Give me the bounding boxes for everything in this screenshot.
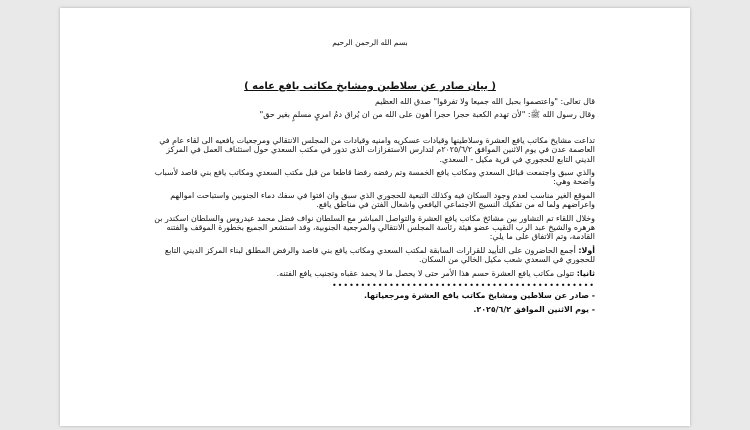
dotted-separator: •••••••••••••••••••••••••••••••••••••••••••••• [331, 281, 595, 291]
point-first-text: أجمع الحاضرون على التأييد للقرارات السابقة لمكتب السعدي ومكاتب يافع بني قاصد والرفض المطلق لبناء المركز الديني التابع للحجوري في السعدي شعب مكيل الخالي من السكان. [164, 245, 595, 265]
paragraph-previous-meeting: والذي سبق واجتمعت قبائل السعدي ومكاتب يافع الخمسة وتم رفضه رفضا قاطعا من قبل مكتب السعدي ومكاتب يافع بني قاصد لأسباب واضحة وهي: [154, 168, 595, 187]
point-second [145, 269, 595, 278]
point-first-label: أولا: [578, 245, 595, 255]
spacer [145, 124, 595, 136]
quran-quote: قال تعالى: "واعتصموا بحبل الله جميعا ولا تفرقوا" صدق الله العظيم [375, 97, 595, 106]
footer-issuer: - صادر عن سلاطين ومشايخ مكاتب يافع العشرة ومرجعياتها. [364, 291, 595, 301]
document-page [60, 8, 690, 426]
document-body [145, 38, 595, 318]
hadith-quote: وقال رسول الله ﷺ: "لأن تهدم الكعبة حجرا حجرا أهون على الله من ان يُراق دمُ امريٍ مسلمٍ بغير حق" [259, 110, 595, 120]
point-first [145, 246, 595, 265]
statement-title: ( بيان صادر عن سلاطين ومشايخ مكاتب يافع عامه ) [244, 81, 496, 92]
paragraph-consultation: وخلال اللقاء تم التشاور بين مشائخ مكاتب يافع العشرة والتواصل المباشر مع السلطان نواف فضل محمد عيدروس والسلطان اسكندر بن هرهره والشيخ عبد الرب النقيب عضو هيئة رئاسة المجلس الانتقالي والمرجعية الجنوبية، وقد استشعر الجميع بخطورة الموقف والفتنه القادمة، وتم الاتفاق على ما يلي: [154, 213, 595, 242]
basmala: بسم الله الرحمن الرحيم [332, 38, 408, 47]
point-second-label: ثانيا: [576, 268, 595, 278]
paragraph-reasons: الموقع الغير مناسب لعدم وجود السكان فيه وكذلك التبعية للحجوري الذي سبق وان افتوا في سفك دماء الجنوبين واستباحت اموالهم واعراضهم ولما له من تفكيك النسيج الاجتماعي اليافعي واشعال الفتن في مناطق يافع. [170, 190, 595, 210]
paragraph-intro: تداعت مشايخ مكاتب يافع العشرة وسلاطينها وقيادات عسكريه وامنيه وقيادات من المجلس الانتقالي ومرجعيات يافعيه الى لقاء عام في العاصمة عدن في يوم الاثنين الموافق ٢٠٢٥/٦/٢م لتدارس الاستفزازات الذى تدور في مكتب السعدي حول استئناف العمل في المركز الديني التابع للحجوري في قرية مكيل - السعدي. [159, 135, 595, 164]
point-second-text: تتولى مكاتب يافع العشرة حسم هذا الأمر حتى لا يحصل ما لا يحمد عقباه وتجنيب يافع الفتنه. [276, 268, 577, 278]
footer-date: - يوم الاثنين الموافق ٢٠٢٥/٦/٢. [473, 304, 595, 314]
